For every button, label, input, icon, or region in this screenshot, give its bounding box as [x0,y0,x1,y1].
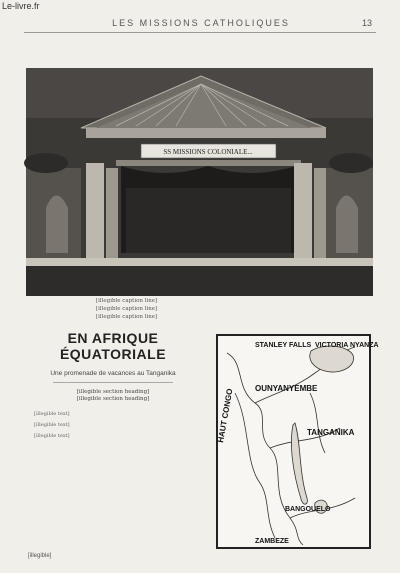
map-label-haut-congo: HAUT CONGO [216,387,235,444]
article-title: EN AFRIQUE ÉQUATORIALE [59,330,167,362]
map-label-bangouelo: BANGOUELO [285,506,331,513]
corner-label: Le-livre.fr [2,1,40,11]
caption-line-3: [illegible caption line] [96,314,158,320]
article-body [28,411,198,440]
article-column [28,330,198,444]
section-heading [28,389,198,403]
map-label-stanley-falls: STANLEY FALLS [255,342,312,349]
map-label-zambeze: ZAMBEZE [255,538,289,545]
header-rule [24,32,376,33]
body-paragraph: [illegible text] [34,433,70,439]
map-label-victoria-nyanza: VICTORIA NYANZA [315,342,379,349]
body-paragraph: [illegible text] [34,422,70,428]
photo-mission-stand [26,68,373,296]
caption-line-1: [illegible caption line] [96,298,158,304]
page-number: 13 [362,18,373,28]
section-heading-line-1: [illegible section heading] [76,389,150,395]
photo-caption [96,297,336,321]
body-paragraph: [illegible text] [34,411,70,417]
map-label-ounyanyembe: OUNYANYEMBE [255,384,318,393]
title-rule [53,382,173,383]
caption-line-2: [illegible caption line] [96,306,158,312]
running-head: LES MISSIONS CATHOLIQUES [112,18,290,28]
page-footer: [illegible] [28,553,52,559]
article-subtitle: Une promenade de vacances au Tanganika [50,370,176,377]
map-label-tanganika: TANGANIKA [307,428,355,437]
photo-sign-text: SS MISSIONS COLONIALE... [163,148,253,156]
section-heading-line-2: [illegible section heading] [76,396,150,402]
map-east-africa [215,333,379,550]
